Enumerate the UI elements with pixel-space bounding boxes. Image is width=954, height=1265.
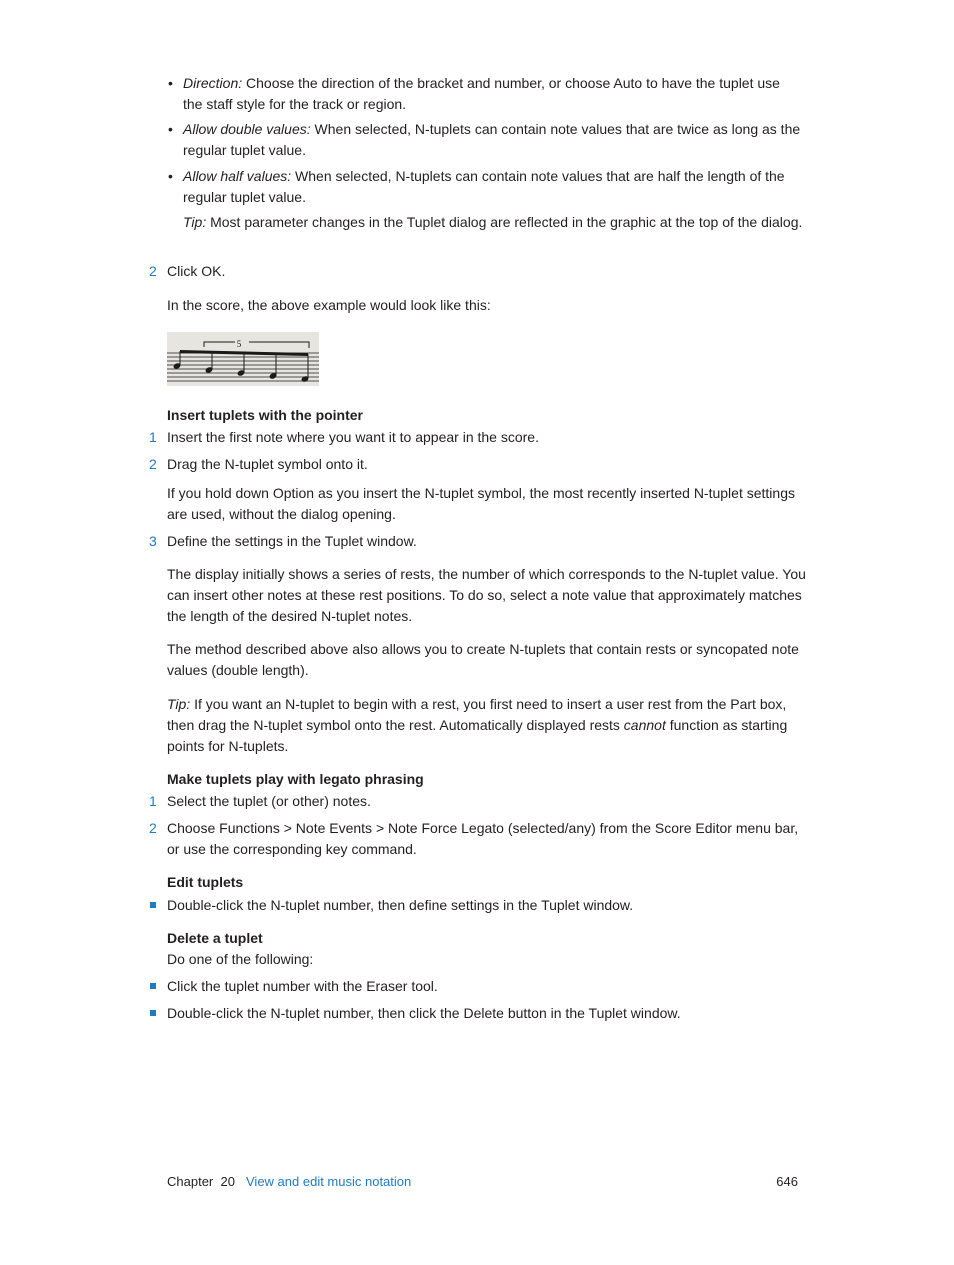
step-number: 1 (149, 429, 157, 445)
list-item: Double-click the N-tuplet number, then define settings in the Tuplet window. (167, 897, 634, 913)
tip-paragraph (167, 694, 807, 757)
option-description: Choose the direction of the bracket and number, or choose Auto to have the tuplet use the staff style for the track or region. (183, 75, 780, 112)
option-allow-double (183, 119, 803, 161)
score-example-figure (167, 332, 319, 386)
option-term: Allow double values: (183, 121, 311, 137)
tip-text: function as starting points for N-tuplets. (167, 717, 788, 754)
list-item: Double-click the N-tuplet number, then click the Delete button in the Tuplet window. (167, 1005, 681, 1021)
option-description: When selected, N-tuplets can contain note values that are half the length of the regular tuplet value. (183, 168, 785, 205)
body-paragraph: The method described above also allows you to create N-tuplets that contain rests or syncopated note values (double length). (167, 641, 799, 678)
step-text: Click OK. (167, 263, 226, 279)
step-number: 1 (149, 793, 157, 809)
section-heading-delete: Delete a tuplet (167, 930, 263, 946)
body-paragraph: Do one of the following: (167, 951, 314, 967)
bullet-dot: • (168, 75, 173, 91)
option-term: Direction: (183, 75, 243, 91)
tip-paragraph (183, 212, 803, 233)
bullet-dot: • (168, 168, 173, 184)
step-number: 2 (149, 456, 157, 472)
example-intro: In the score, the above example would look like this: (167, 297, 491, 313)
footer-page-number: 646 (776, 1174, 798, 1189)
step-text: Define the settings in the Tuplet window. (167, 533, 417, 549)
step-text: Drag the N-tuplet symbol onto it. (167, 456, 368, 472)
bullet-dot: • (168, 121, 173, 137)
tuplet-notation-graphic (167, 332, 319, 386)
option-allow-half (183, 166, 803, 208)
square-bullet-icon (150, 983, 156, 989)
section-heading-edit: Edit tuplets (167, 874, 244, 890)
section-heading-insert: Insert tuplets with the pointer (167, 407, 364, 423)
footer-chapter-link[interactable]: View and edit music notation (246, 1174, 412, 1189)
option-term: Allow half values: (183, 168, 292, 184)
step-number: 2 (149, 820, 157, 836)
step-text: Select the tuplet (or other) notes. (167, 793, 371, 809)
tip-text: If you want an N-tuplet to begin with a rest, you first need to insert a user rest from the Part box, then drag the N-tuplet symbol onto the rest. Automatically displayed rests (167, 696, 787, 733)
section-heading-legato: Make tuplets play with legato phrasing (167, 771, 424, 787)
step-text: Insert the first note where you want it to appear in the score. (167, 429, 539, 445)
body-paragraph: If you hold down Option as you insert the N-tuplet symbol, the most recently inserted N-tuplet settings are used, without the dialog opening. (167, 485, 795, 522)
option-direction (183, 73, 803, 115)
step-number: 3 (149, 533, 157, 549)
step-text: Choose Functions > Note Events > Note Force Legato (selected/any) from the Score Editor menu bar, or use the corresponding key command. (167, 820, 799, 857)
tip-text: Most parameter changes in the Tuplet dialog are reflected in the graphic at the top of the dialog. (206, 214, 803, 230)
body-paragraph: The display initially shows a series of rests, the number of which corresponds to the N-tuplet value. You can insert other notes at these rest positions. To do so, select a note value that approximately matches the length of the desired N-tuplet notes. (167, 566, 806, 624)
tuplet-number-label: 5 (236, 339, 242, 349)
square-bullet-icon (150, 902, 156, 908)
tip-emphasis: cannot (623, 717, 666, 733)
option-description: When selected, N-tuplets can contain note values that are twice as long as the regular tuplet value. (183, 121, 801, 158)
footer-chapter: Chapter 20 (167, 1174, 235, 1189)
square-bullet-icon (150, 1010, 156, 1016)
step-number: 2 (149, 263, 157, 279)
tip-label: Tip: (167, 696, 191, 712)
tip-label: Tip: (183, 214, 207, 230)
list-item: Click the tuplet number with the Eraser tool. (167, 978, 438, 994)
